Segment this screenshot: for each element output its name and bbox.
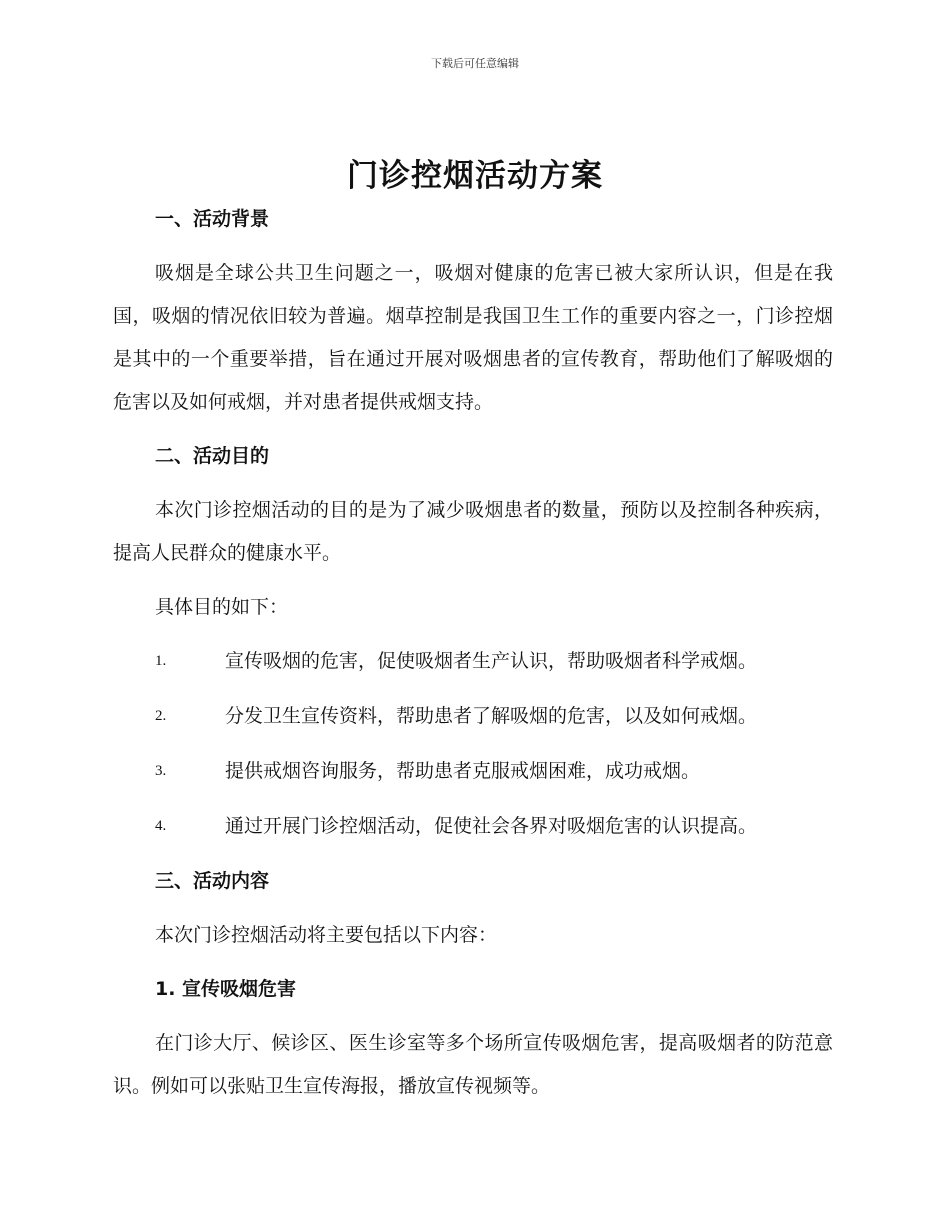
background-paragraph: 吸烟是全球公共卫生问题之一，吸烟对健康的危害已被大家所认识，但是在我国，吸烟的情况依旧较为普遍。烟草控制是我国卫生工作的重要内容之一，门诊控烟是其中的一个重要举措，旨在通过开展对吸烟患者的宣传教育，帮助他们了解吸烟的危害以及如何戒烟，并对患者提供戒烟支持。 bbox=[113, 262, 833, 413]
list-item bbox=[113, 750, 833, 793]
purpose-paragraph: 本次门诊控烟活动的目的是为了减少吸烟患者的数量，预防以及控制各种疾病，提高人民群众的健康水平。 bbox=[113, 499, 833, 564]
list-item-number: 2. bbox=[155, 708, 167, 724]
section-heading-background: 一、活动背景 bbox=[155, 208, 270, 230]
content-intro: 本次门诊控烟活动将主要包括以下内容： bbox=[155, 924, 498, 946]
list-item-number: 1. bbox=[155, 653, 167, 669]
list-item bbox=[113, 805, 833, 848]
list-item-text: 提供戒烟咨询服务，帮助患者克服戒烟困难，成功戒烟。 bbox=[225, 760, 701, 782]
section-heading-purpose: 二、活动目的 bbox=[155, 445, 270, 467]
header-note: 下载后可任意编辑 bbox=[431, 57, 519, 70]
purpose-list bbox=[113, 640, 833, 848]
list-item bbox=[113, 695, 833, 738]
document-body bbox=[113, 198, 833, 1108]
subsection-heading-promote-hazards: 1. 宣传吸烟危害 bbox=[155, 978, 297, 1000]
list-item-text: 宣传吸烟的危害，促使吸烟者生产认识，帮助吸烟者科学戒烟。 bbox=[225, 650, 758, 672]
section-heading-content: 三、活动内容 bbox=[155, 870, 270, 892]
list-item-number: 4. bbox=[155, 818, 167, 834]
promote-hazards-paragraph: 在门诊大厅、候诊区、医生诊室等多个场所宣传吸烟危害，提高吸烟者的防范意识。例如可以张贴卫生宣传海报，播放宣传视频等。 bbox=[113, 1032, 833, 1097]
list-item-number: 3. bbox=[155, 763, 167, 779]
list-item bbox=[113, 640, 833, 683]
list-item-text: 分发卫生宣传资料，帮助患者了解吸烟的危害，以及如何戒烟。 bbox=[225, 705, 758, 727]
list-item-text: 通过开展门诊控烟活动，促使社会各界对吸烟危害的认识提高。 bbox=[225, 815, 758, 837]
document-title: 门诊控烟活动方案 bbox=[347, 158, 603, 194]
purpose-intro: 具体目的如下： bbox=[155, 596, 289, 618]
